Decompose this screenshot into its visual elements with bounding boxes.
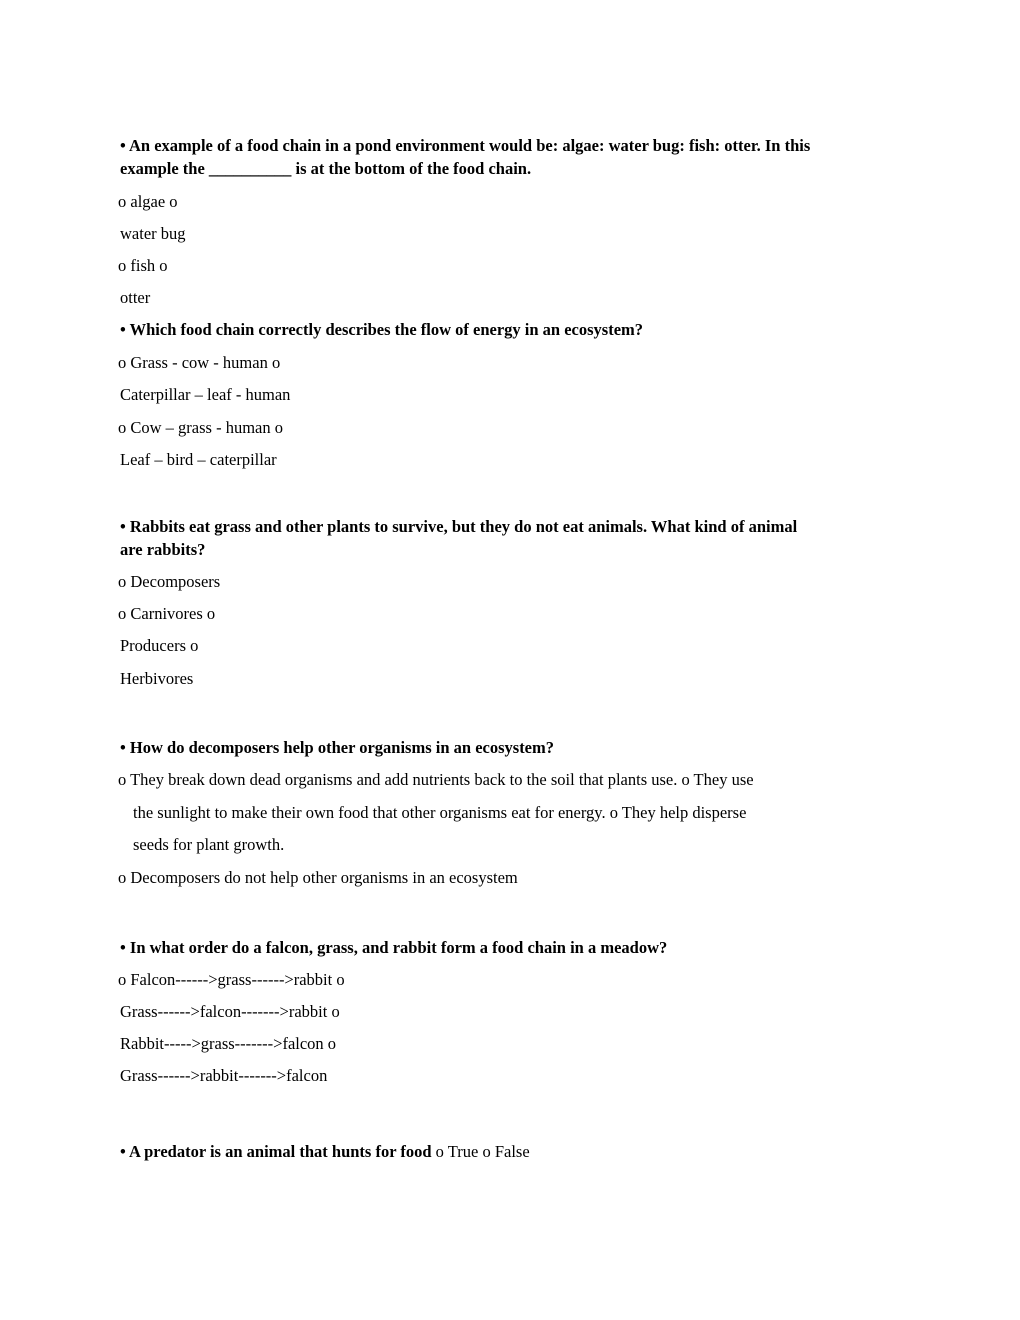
question-3-line-2: are rabbits? xyxy=(120,540,206,559)
question-5-option-3: Rabbit----->grass------->falcon o xyxy=(120,1034,337,1053)
question-1-option-4: otter xyxy=(120,288,151,307)
question-5-option-1: o Falcon------>grass------>rabbit o xyxy=(118,970,345,989)
question-2-option-2: Caterpillar – leaf - human xyxy=(120,385,291,404)
question-2-line-1: • Which food chain correctly describes the flow of energy in an ecosystem? xyxy=(120,320,644,339)
question-1-option-2: water bug xyxy=(120,224,186,243)
question-3-option-2: o Carnivores o xyxy=(118,604,216,623)
question-5-line-1: • In what order do a falcon, grass, and rabbit form a food chain in a meadow? xyxy=(120,938,668,957)
question-4-option-2: the sunlight to make their own food that other organisms eat for energy. o They help disperse xyxy=(133,803,747,822)
question-6-line-1 xyxy=(120,1142,530,1162)
question-3-option-4: Herbivores xyxy=(120,669,194,688)
question-2-option-1: o Grass - cow - human o xyxy=(118,353,281,372)
question-2-option-4: Leaf – bird – caterpillar xyxy=(120,450,277,469)
question-4-option-4: o Decomposers do not help other organisms in an ecosystem xyxy=(118,868,518,887)
question-4-option-3: seeds for plant growth. xyxy=(133,835,285,854)
question-6-text: • A predator is an animal that hunts for food xyxy=(120,1142,432,1161)
question-1-line-1: • An example of a food chain in a pond environment would be: algae: water bug: fish: otter. In this xyxy=(120,136,811,155)
question-3-line-1: • Rabbits eat grass and other plants to survive, but they do not eat animals. What kind of animal xyxy=(120,517,798,536)
question-3-option-3: Producers o xyxy=(120,636,199,655)
question-1-line-2: example the __________ is at the bottom of the food chain. xyxy=(120,159,532,178)
question-5-option-2: Grass------>falcon------->rabbit o xyxy=(120,1002,340,1021)
question-4-line-1: • How do decomposers help other organisms in an ecosystem? xyxy=(120,738,555,757)
question-1-option-3: o fish o xyxy=(118,256,168,275)
question-5-option-4: Grass------>rabbit------->falcon xyxy=(120,1066,328,1085)
question-1-option-1: o algae o xyxy=(118,192,178,211)
question-2-option-3: o Cow – grass - human o xyxy=(118,418,283,437)
question-6-inline-options: o True o False xyxy=(431,1142,530,1161)
question-3-option-1: o Decomposers xyxy=(118,572,221,591)
question-4-option-1: o They break down dead organisms and add nutrients back to the soil that plants use. o They use xyxy=(118,770,754,789)
